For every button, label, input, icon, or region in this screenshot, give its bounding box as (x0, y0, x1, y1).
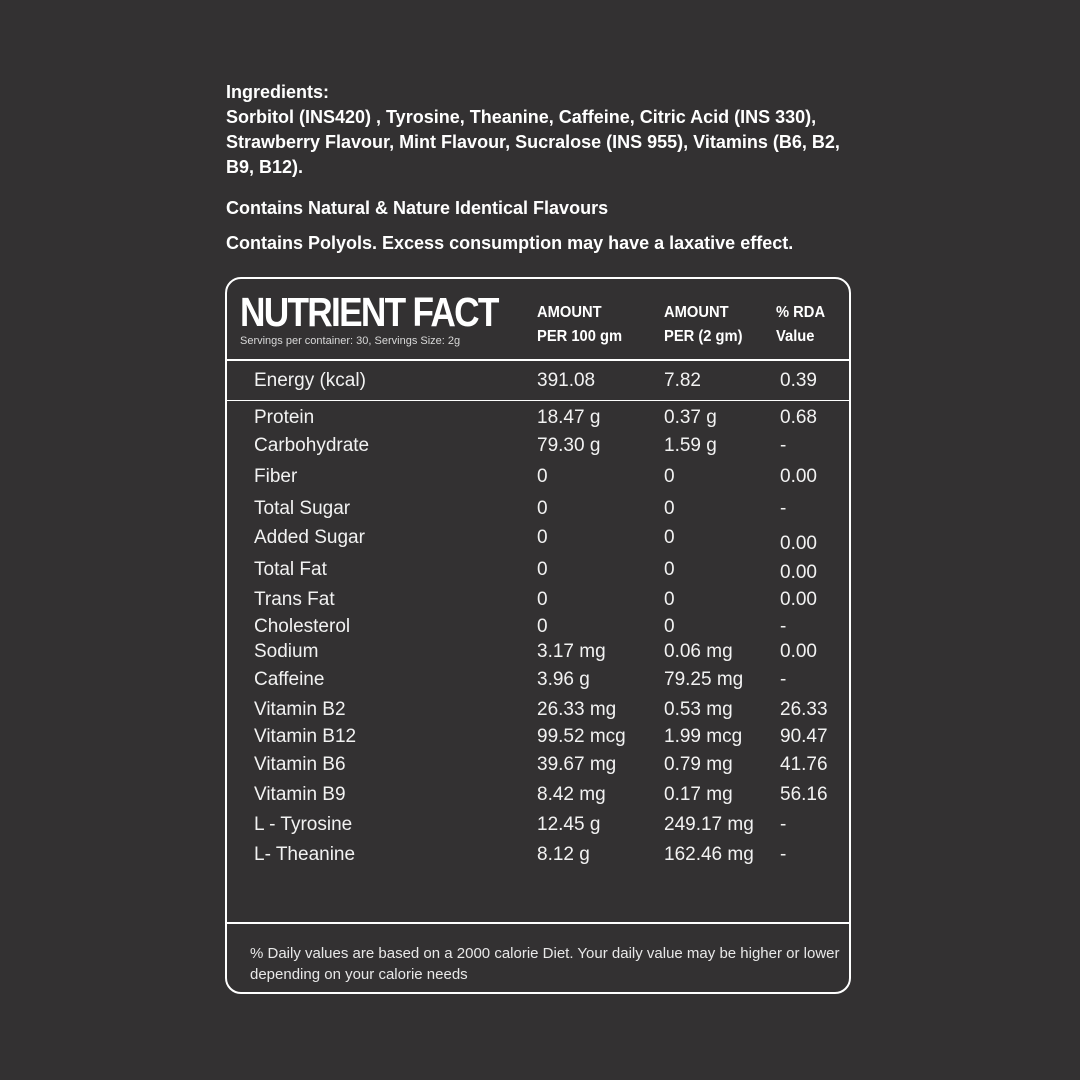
amount-per-100g: 8.12 g (537, 844, 590, 865)
amount-per-100g: 3.96 g (537, 669, 590, 690)
nutrient-row (227, 616, 849, 640)
nutrient-row (227, 527, 849, 554)
amount-per-2g: 0 (664, 616, 675, 637)
amount-per-2g: 79.25 mg (664, 669, 744, 690)
header-divider (227, 359, 849, 361)
nutrient-row (227, 589, 849, 613)
rda-value: 56.16 (780, 784, 828, 805)
nutrient-row (227, 784, 849, 808)
nutrient-name: Added Sugar (254, 527, 365, 548)
rda-value: 90.47 (780, 726, 828, 747)
nutrient-row (227, 814, 849, 838)
amount-per-2g: 0 (664, 559, 675, 580)
amount-per-2g: 0 (664, 527, 675, 548)
amount-per-100g: 0 (537, 466, 548, 487)
nutrient-name: L- Theanine (254, 844, 356, 865)
nutrient-name: Vitamin B6 (254, 754, 346, 775)
amount-per-100g: 0 (537, 527, 548, 548)
column-header-rda (776, 301, 825, 349)
amount-per-2g: 7.82 (664, 370, 701, 391)
amount-per-100g: 0 (537, 559, 548, 580)
amount-per-100g: 0 (537, 616, 548, 637)
ingredients-block (226, 80, 846, 180)
nutrient-name: Caffeine (254, 669, 325, 690)
amount-per-2g: 0.17 mg (664, 784, 733, 805)
amount-per-2g: 0.53 mg (664, 699, 733, 720)
rda-value: - (780, 498, 787, 519)
amount-per-100g: 8.42 mg (537, 784, 606, 805)
nutrient-name: Trans Fat (254, 589, 335, 610)
rda-value: 0.00 (780, 641, 817, 662)
nutrient-row (227, 641, 849, 665)
amount-per-100g: 3.17 mg (537, 641, 606, 662)
nutrient-name: Protein (254, 407, 315, 428)
nutrient-name: Vitamin B12 (254, 726, 357, 747)
nutrient-row (227, 669, 849, 693)
nutrient-row (227, 370, 849, 394)
ingredients-heading: Ingredients: (226, 82, 330, 102)
nutrient-name: Cholesterol (254, 616, 351, 637)
rda-value: 26.33 (780, 699, 828, 720)
amount-per-100g: 79.30 g (537, 435, 601, 456)
amount-per-100g: 12.45 g (537, 814, 601, 835)
nutrient-fact-panel (225, 277, 851, 994)
rda-value: 0.00 (780, 562, 817, 583)
amount-per-2g: 0 (664, 589, 675, 610)
nutrient-name: Vitamin B9 (254, 784, 346, 805)
amount-per-2g: 0.06 mg (664, 641, 733, 662)
rda-value: - (780, 669, 787, 690)
nutrient-row (227, 699, 849, 723)
flavours-note: Contains Natural & Nature Identical Flavours (226, 198, 609, 218)
column-header-line: PER 100 gm (537, 328, 623, 345)
column-header-per-2g (664, 301, 743, 349)
amount-per-100g: 26.33 mg (537, 699, 617, 720)
polyols-warning: Contains Polyols. Excess consumption may have a laxative effect. (226, 233, 794, 253)
column-header-line: AMOUNT (664, 304, 729, 321)
nutrient-row (227, 754, 849, 778)
nutrient-row (227, 407, 849, 431)
amount-per-100g: 391.08 (537, 370, 596, 391)
serving-info: Servings per container: 30, Servings Size: 2g (240, 335, 461, 347)
nutrient-name: Sodium (254, 641, 319, 662)
amount-per-2g: 1.99 mcg (664, 726, 743, 747)
rda-value: - (780, 616, 787, 637)
rda-value: 0.68 (780, 407, 817, 428)
rda-value: - (780, 435, 787, 456)
ingredients-list: Sorbitol (INS420) , Tyrosine, Theanine, Caffeine, Citric Acid (INS 330), Strawberry Flavour, Mint Flavour, Sucralose (INS 955), Vitamins (B6, B2, B9, B12). (226, 107, 840, 177)
footnote-divider (227, 922, 849, 924)
rda-value: 41.76 (780, 754, 828, 775)
amount-per-2g: 0.79 mg (664, 754, 733, 775)
amount-per-100g: 18.47 g (537, 407, 601, 428)
nutrient-name: Energy (kcal) (254, 370, 366, 391)
amount-per-2g: 249.17 mg (664, 814, 754, 835)
rda-value: - (780, 844, 787, 865)
amount-per-100g: 39.67 mg (537, 754, 617, 775)
amount-per-2g: 1.59 g (664, 435, 717, 456)
rda-value: 0.00 (780, 589, 817, 610)
amount-per-2g: 0 (664, 466, 675, 487)
rda-value: 0.00 (780, 533, 817, 554)
nutrient-name: Total Sugar (254, 498, 351, 519)
column-header-line: % RDA (776, 304, 826, 321)
amount-per-100g: 0 (537, 498, 548, 519)
nutrient-name: L - Tyrosine (254, 814, 353, 835)
nutrient-row (227, 559, 849, 583)
daily-value-footnote: % Daily values are based on a 2000 calorie Diet. Your daily value may be higher or lower depending on your calorie needs (250, 945, 840, 983)
amount-per-2g: 162.46 mg (664, 844, 754, 865)
amount-per-100g: 0 (537, 589, 548, 610)
amount-per-2g: 0.37 g (664, 407, 717, 428)
column-header-line: PER (2 gm) (664, 328, 743, 345)
nutrient-row (227, 844, 849, 868)
amount-per-100g: 99.52 mcg (537, 726, 626, 747)
column-header-line: AMOUNT (537, 304, 602, 321)
nutrient-name: Total Fat (254, 559, 327, 580)
column-header-line: Value (776, 328, 815, 345)
nutrient-name: Carbohydrate (254, 435, 370, 456)
nutrient-name: Fiber (254, 466, 298, 487)
rda-value: 0.39 (780, 370, 817, 391)
rda-value: - (780, 814, 787, 835)
column-header-per-100g (537, 301, 622, 349)
nutrient-row (227, 466, 849, 490)
rda-value: 0.00 (780, 466, 817, 487)
nutrient-row (227, 435, 849, 459)
nutrient-name: Vitamin B2 (254, 699, 346, 720)
energy-divider (227, 400, 849, 401)
nutrient-row (227, 498, 849, 522)
nutrient-row (227, 726, 849, 750)
panel-title: NUTRIENT FACT (240, 289, 498, 335)
amount-per-2g: 0 (664, 498, 675, 519)
